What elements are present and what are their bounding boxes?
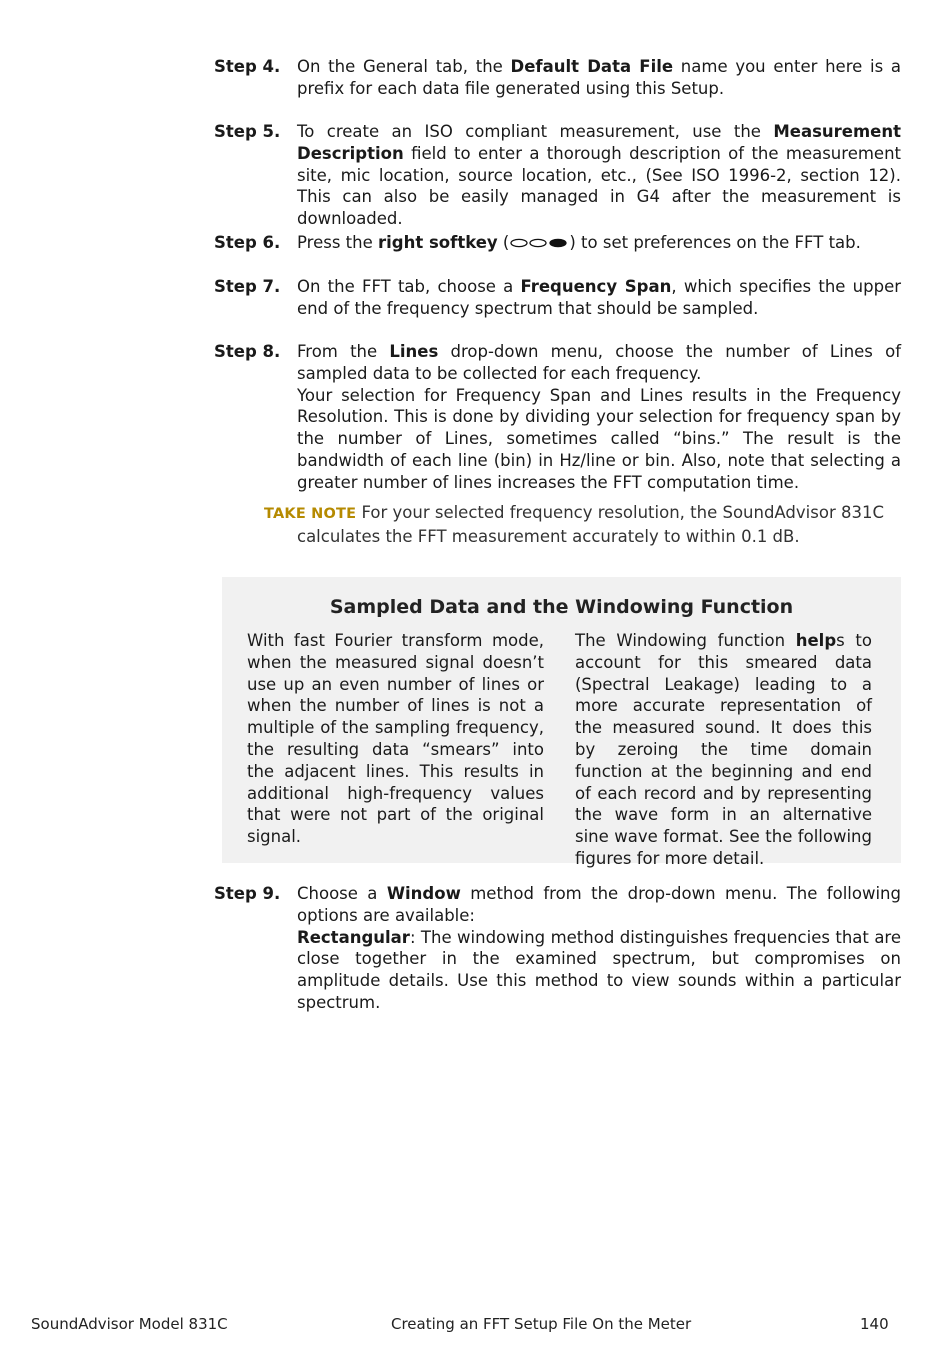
step-7 xyxy=(214,276,901,320)
bold-term: Rectangular xyxy=(297,927,410,947)
step-label: Step 7. xyxy=(214,277,281,296)
step-6 xyxy=(214,232,901,254)
step-text xyxy=(297,276,901,320)
sidebar-column-right xyxy=(575,630,872,870)
text: Press the xyxy=(297,233,378,252)
softkey-right-icon xyxy=(510,233,568,255)
step-4 xyxy=(214,56,901,100)
page-number: 140 xyxy=(860,1315,889,1333)
sidebar-text: With fast Fourier transform mode, when the measured signal doesn’t use up an even number of lines or when the number of lines is not a multiple of the sampling frequency, the resulting data “smears” into the adjacent lines. This results in additional high-frequency values that were not part of the original signal. xyxy=(247,631,544,847)
text: method from the drop-down menu. The following options are available: xyxy=(297,884,901,925)
take-note-tag: TAKE NOTE xyxy=(264,506,357,522)
step-label: Step 8. xyxy=(214,342,281,361)
step-text xyxy=(297,341,901,494)
step-label: Step 6. xyxy=(214,233,281,252)
step-text xyxy=(297,232,901,254)
text: s to account for this smeared data (Spectral Leakage) leading to a more accurate representation of the measured sound. It does this by zeroing the time domain function at the beginning and end of each record and by representing the wave form in an alternative sine wave format. See the following figures for more detail. xyxy=(575,631,872,868)
text: Choose a xyxy=(297,884,387,903)
text: : The windowing method distinguishes frequencies that are close together in the examined spectrum, but compromises on amplitude details. Use this method to view sounds within a particular spectrum. xyxy=(297,927,901,1012)
sidebar-box xyxy=(222,577,901,868)
step-5 xyxy=(214,121,901,230)
footer-title: SoundAdvisor Model 831C xyxy=(31,1315,228,1333)
sidebar-title: Sampled Data and the Windowing Function xyxy=(329,596,794,618)
step-text xyxy=(297,883,901,1014)
take-note-text: calculates the FFT measurement accurately to within 0.1 dB. xyxy=(297,526,800,546)
bold-term: Measurement Description xyxy=(297,122,901,163)
bold-term: help xyxy=(795,631,837,650)
step-label: Step 5. xyxy=(214,122,281,141)
text: ) to set preferences on the FFT tab. xyxy=(569,233,861,252)
step-paragraph: Your selection for Frequency Span and Lines results in the Frequency Resolution. This is done by dividing your selection for frequency span by the number of Lines, sometimes called “bins.” The result is the bandwidth of each line (bin) in Hz/line or bin. Also, note that selecting a greater number of lines increases the FFT computation time. xyxy=(297,385,901,492)
text: drop-down menu, choose the number of Lines of sampled data to be collected for each frequency. xyxy=(297,342,902,383)
text: ( xyxy=(497,233,510,252)
take-note-text: For your selected frequency resolution, the SoundAdvisor 831C xyxy=(356,503,884,522)
bold-term: Default Data File xyxy=(510,57,674,76)
text: field to enter a thorough description of the measurement site, mic location, source location, etc., (See ISO 1996-2, section 12). This can also be easily managed in G4 after the measurement is downloaded. xyxy=(297,143,901,229)
bold-term: Frequency Span xyxy=(520,277,672,296)
text: On the FFT tab, choose a xyxy=(297,277,521,296)
bold-term: right softkey xyxy=(378,233,498,252)
bold-term: Window xyxy=(386,884,461,903)
step-label: Step 4. xyxy=(214,57,281,76)
step-8 xyxy=(214,341,901,494)
step-text xyxy=(297,56,901,100)
text: From the xyxy=(297,342,390,361)
step-9 xyxy=(214,883,901,1014)
text: The Windowing function xyxy=(575,631,796,650)
text: , which specifies the upper end of the frequency spectrum that should be sampled. xyxy=(297,277,901,318)
step-text xyxy=(297,121,901,230)
take-note xyxy=(264,502,901,548)
text: To create an ISO compliant measurement, use the xyxy=(297,122,774,141)
sidebar-column-left xyxy=(247,630,544,848)
footer-section: Creating an FFT Setup File On the Meter xyxy=(391,1315,692,1333)
text: name you enter here is a prefix for each data file generated using this Setup. xyxy=(297,57,902,98)
step-label: Step 9. xyxy=(214,884,281,903)
text: On the General tab, the xyxy=(297,57,511,76)
bold-term: Lines xyxy=(389,342,439,361)
